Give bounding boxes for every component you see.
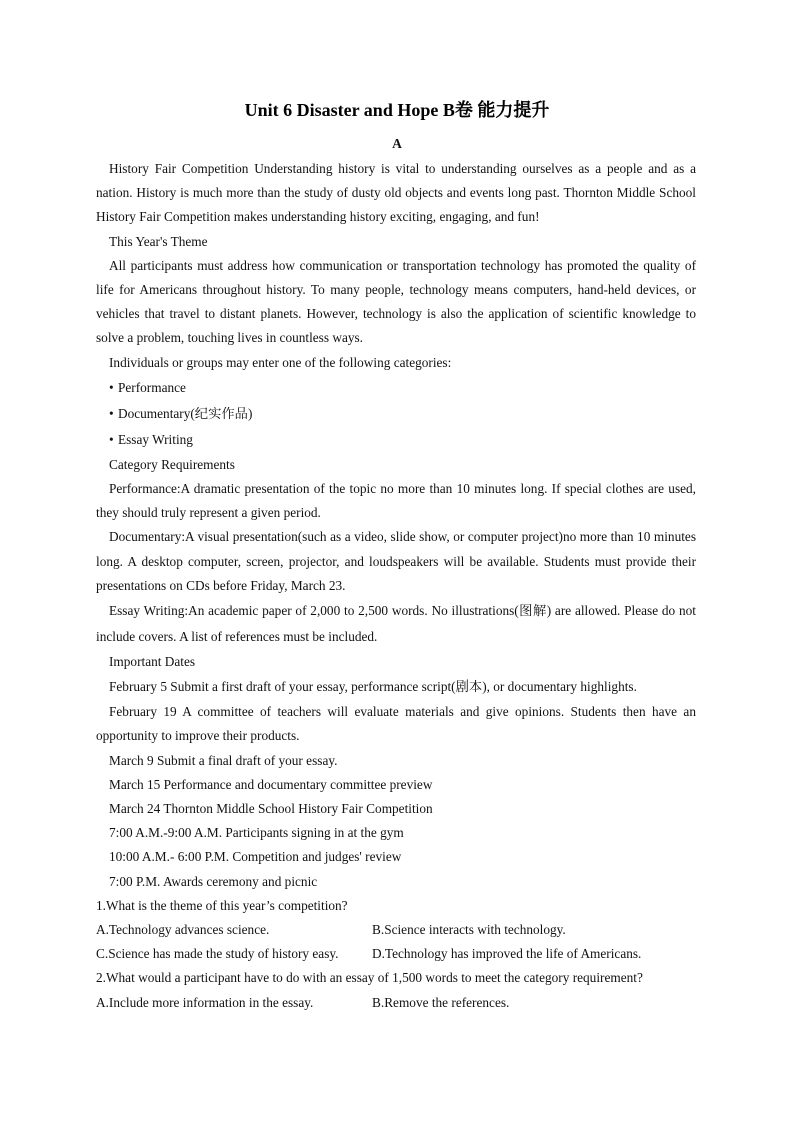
performance-requirement: Performance:A dramatic presentation of the topic no more than 10 minutes long. If special clothes are used, they should truly represent a given period.	[96, 481, 696, 521]
date-item: March 24 Thornton Middle School History Fair Competition	[109, 801, 433, 817]
documentary-requirement: Documentary:A visual presentation(such as a video, slide show, or computer project)no more than 10 minutes long. A desktop computer, screen, projector, and loudspeakers will be available. Students must provide their presentations on CDs before Friday, March 23.	[96, 529, 696, 593]
date-item: 7:00 A.M.-9:00 A.M. Participants signing in at the gym	[109, 825, 404, 841]
passage-body	[96, 157, 696, 1015]
essay-requirement: Essay Writing:An academic paper of 2,000 to 2,500 words. No illustrations(图解) are allowed. Please do not include covers. A list of references must be included.	[96, 603, 696, 645]
option-a: A.Technology advances science.	[96, 922, 270, 938]
date-item: 10:00 A.M.- 6:00 P.M. Competition and judges' review	[109, 849, 402, 865]
theme-paragraph: All participants must address how communication or transportation technology has promoted the quality of life for Americans throughout history. To many people, technology means computers, hand-held devices, or vehicles that travel to distant planets. However, technology is also the application of scientific knowledge to solve a problem, touching lives in countless ways.	[96, 257, 696, 346]
option-row	[96, 942, 696, 966]
date-item: 7:00 P.M. Awards ceremony and picnic	[109, 873, 318, 889]
question-stem: 1.What is the theme of this year’s competition?	[96, 897, 348, 913]
document-title: Unit 6 Disaster and Hope B卷 能力提升	[244, 100, 550, 120]
category-label: Documentary(纪实作品)	[118, 405, 253, 421]
category-item	[96, 401, 696, 427]
theme-heading: This Year's Theme	[109, 233, 208, 249]
option-c: C.Science has made the study of history easy.	[96, 946, 339, 962]
option-b: B.Science interacts with technology.	[372, 922, 566, 938]
category-label: Essay Writing	[118, 431, 193, 447]
date-item: March 15 Performance and documentary committee preview	[109, 776, 433, 792]
date-item: March 9 Submit a final draft of your essay.	[109, 752, 338, 768]
section-label: A	[392, 136, 402, 151]
category-label: Performance	[118, 379, 186, 395]
categories-intro: Individuals or groups may enter one of the following categories:	[109, 354, 452, 370]
category-item	[96, 375, 696, 401]
date-item: February 19 A committee of teachers will evaluate materials and give opinions. Students then have an opportunity to improve their products.	[96, 704, 696, 744]
bullet-icon: •	[109, 431, 114, 447]
date-item: February 5 Submit a first draft of your essay, performance script(剧本), or documentary highlights.	[109, 679, 637, 695]
intro-paragraph: History Fair Competition Understanding history is vital to understanding ourselves as a people and as a nation. History is much more than the study of dusty old objects and events long past. Thornton Middle School History Fair Competition makes understanding history exciting, engaging, and fun!	[96, 161, 696, 225]
bullet-icon: •	[109, 405, 114, 421]
option-row	[96, 991, 696, 1015]
dates-heading: Important Dates	[109, 654, 196, 670]
bullet-icon: •	[109, 379, 114, 395]
question-stem: 2.What would a participant have to do with an essay of 1,500 words to meet the category requirement?	[96, 970, 643, 986]
requirements-heading: Category Requirements	[109, 456, 235, 472]
option-a: A.Include more information in the essay.	[96, 994, 314, 1010]
option-d: D.Technology has improved the life of Americans.	[372, 946, 642, 962]
option-b: B.Remove the references.	[372, 994, 510, 1010]
category-item	[96, 427, 696, 453]
option-row	[96, 918, 696, 942]
